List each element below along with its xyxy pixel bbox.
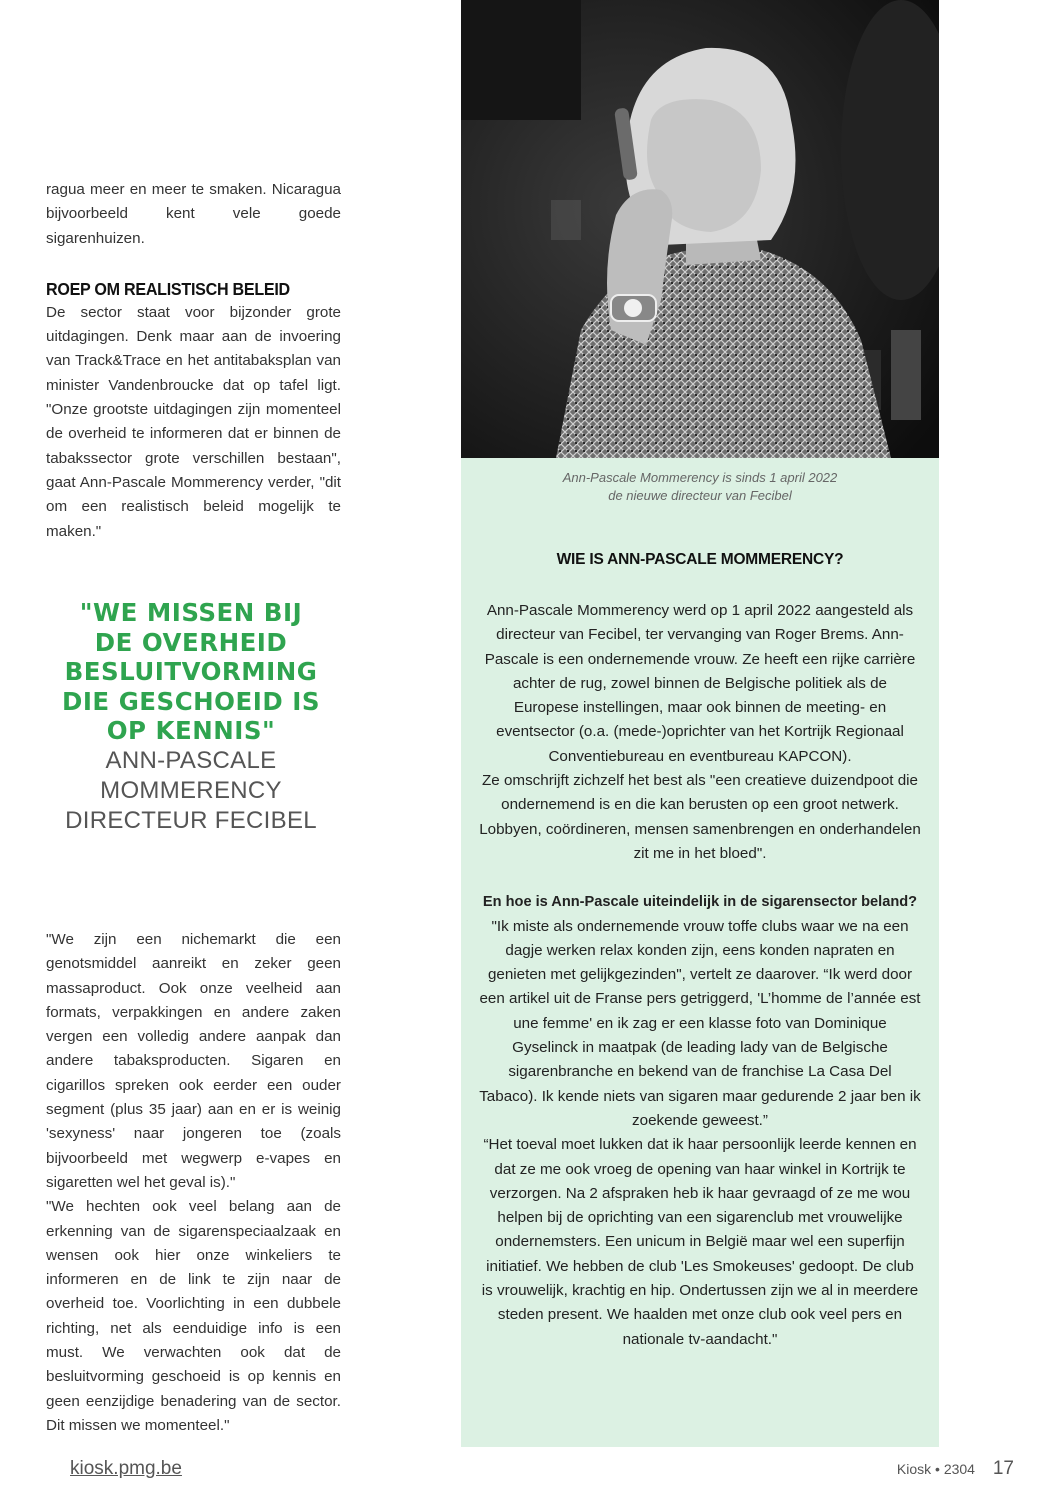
sidebar-title: WIE IS ANN-PASCALE MOMMERENCY? [556, 551, 844, 568]
page-number: 17 [992, 1458, 1014, 1479]
portrait-photo-illustration [461, 0, 939, 458]
section-heading: ROEP OM REALISTISCH BELEID [46, 278, 290, 299]
caption-line: de nieuwe directeur van Fecibel [608, 488, 792, 503]
left-column-top [46, 178, 341, 544]
profile-sidebar [461, 0, 939, 1447]
body-paragraph: "We zijn een nichemarkt die een genotsmiddel aanreikt en zeker geen massaproduct. Ook onze veelheid aan formats, verpakkingen en andere zaken vergen een volledig andere aanpak dan andere tabaksproducten. Sigaren en cigarillos spreken ook eerder een ouder segment (plus 35 jaar) aan en er is weinig 'sexyness' naar jongeren toe (zoals bijvoorbeeld met wegwerp e-vapes en sigaretten wel het geval is)." [46, 931, 341, 1191]
left-column-bottom [46, 928, 341, 1438]
footer-issue [897, 1458, 1014, 1480]
quote-line: OP KENNIS" [106, 716, 276, 745]
body-paragraph: De sector staat voor bijzonder grote uitdagingen. Denk maar aan de invoering van Track&Trace en het antitabaksplan van minister Vandenbroucke dat op tafel ligt. "Onze grootste uitdagingen zijn momenteel de overheid te informeren dat er binnen de tabakssector grote verschillen bestaan", gaat Ann-Pascale Mommerency verder, "dit om een realistisch beleid mogelijk te maken." [46, 303, 341, 540]
caption-line: Ann-Pascale Mommerency is sinds 1 april 2022 [562, 470, 838, 485]
quote-author-line: MOMMERENCY [100, 776, 282, 804]
quote-author-line: ANN-PASCALE [105, 746, 277, 774]
sidebar-paragraph: “Het toeval moet lukken dat ik haar persoonlijk leerde kennen en dat ze me ook vroeg de opening van haar winkel in Kortrijk te verzorgen. Na 2 afspraken heb ik haar gevraagd of ze me wou helpen bij de oprichting van een sigarenclub met vrouwelijke ondernemsters. Een unicum in België maar wel een superfijn initiatief. We hebben de club 'Les Smokeuses' gedoopt. De club is vrouwelijk, krachtig en hip. Ondertussen zijn we al in meerdere steden present. We haalden met onze club ook veel pers en nationale tv-aandacht." [481, 1136, 919, 1348]
quote-line: DIE GESCHOEID IS [61, 686, 320, 716]
sidebar-body [479, 599, 921, 1352]
portrait-photo [461, 0, 939, 458]
sidebar-paragraph: Ze omschrijft zichzelf het best als "een creatieve duizendpoot die ondernemend is en die kan berusten op een groot netwerk. Lobbyen, coördineren, mensen samenbrengen en onderhandelen zit me in het bloed". [479, 772, 921, 862]
quote-line: BESLUITVORMING [64, 657, 318, 686]
footer-website-link[interactable]: kiosk.pmg.be [70, 1458, 182, 1479]
sidebar-subheading: En hoe is Ann-Pascale uiteindelijk in de sigarensector beland? [482, 894, 918, 911]
body-paragraph: "We hechten ook veel belang aan de erkenning van de sigarenspeciaalzaak en wensen ook hier onze winkeliers te informeren en de link te zijn naar de overheid toe. Voorlichting in een dubbele richting, net als eenduidige info is een must. We verwachten ook dat de besluitvorming geschoeid is op kennis en geen eenzijdige benadering van de sector. Dit missen we momenteel." [46, 1198, 341, 1434]
sidebar-paragraph: Ann-Pascale Mommerency werd op 1 april 2022 aangesteld als directeur van Fecibel, ter vervanging van Roger Brems. Ann-Pascale is een ondernemende vrouw. Ze heeft een rijke carrière achter de rug, zowel binnen de Belgische politiek als de Europese instellingen, maar ook binnen de meeting- en eventsector (o.a. (mede-)oprichter van het Kortrijk Regionaal Conventiebureau en eventbureau KAPCON). [484, 602, 916, 765]
pull-quote [46, 598, 336, 836]
sidebar-paragraph: "Ik miste als ondernemende vrouw toffe clubs waar we na een dagje werken relax konden zijn, eens konden napraten en genieten met gelijkgezinden", vertelt ze daarover. “Ik werd door een artikel uit de Franse pers getriggerd, 'L’homme de l’année est une femme' en ik zag er een klasse foto van Dominique Gyselinck in maatpak (de leading lady van de Belgische sigarenbranche en bekend van de franchise La Casa Del Tabaco). Ik kende niets van sigaren maar gedurende 2 jaar ben ik zoekende geweest.” [479, 917, 921, 1129]
quote-line: DE OVERHEID [94, 627, 288, 657]
photo-caption [461, 469, 939, 505]
quote-line: "WE MISSEN BIJ [79, 598, 303, 627]
issue-label: Kiosk • 2304 [896, 1461, 975, 1477]
quote-author-line: DIRECTEUR FECIBEL [65, 806, 317, 834]
intro-paragraph: ragua meer en meer te smaken. Nicaragua bijvoorbeeld kent vele goede sigarenhuizen. [46, 181, 341, 247]
